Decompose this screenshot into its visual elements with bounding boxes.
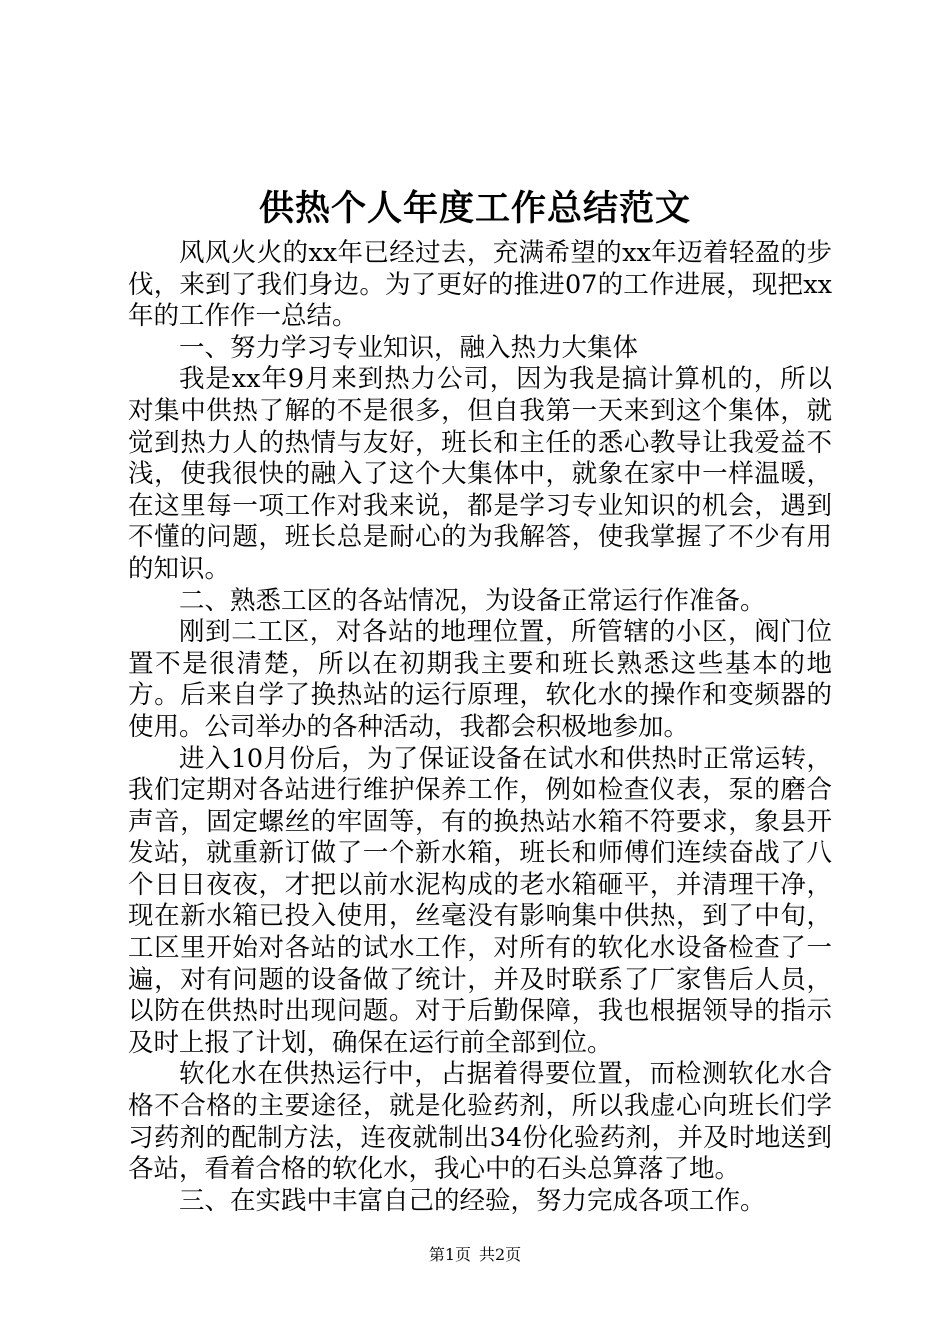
section-heading-3: 三、在实践中丰富自己的经验，努力完成各项工作。	[179, 1185, 766, 1216]
page-number-total: 共2页	[479, 1245, 522, 1264]
page-number-current: 第1页	[428, 1245, 471, 1264]
paragraph-section-2a: 刚到二工区，对各站的地理位置，所管辖的小区，阀门位置不是很清楚，所以在初期我主要和班长熟悉这些基本的地方。后来自学了换热站的运行原理，软化水的操作和变频器的使用。公司举办的各种活动，我都会积极地参加。	[128, 617, 832, 742]
section-heading-1: 一、努力学习专业知识，融入热力大集体	[179, 332, 639, 363]
document-body	[128, 238, 832, 1217]
paragraph-section-2c: 软化水在供热运行中，占据着得要位置，而检测软化水合格不合格的主要途径，就是化验药剂，所以我虚心向班长们学习药剂的配制方法，连夜就制出34份化验药剂，并及时地送到各站，看着合格的软化水，我心中的石头总算落了地。	[128, 1059, 832, 1185]
document-title: 供热个人年度工作总结范文	[258, 188, 691, 229]
paragraph-intro: 风风火火的xx年已经过去，充满希望的xx年迈着轻盈的步伐，来到了我们身边。为了更好的推进07的工作进展，现把xx年的工作作一总结。	[128, 238, 832, 332]
section-heading-2: 二、熟悉工区的各站情况，为设备正常运行作准备。	[179, 585, 766, 616]
paragraph-section-1: 我是xx年9月来到热力公司，因为我是搞计算机的，所以对集中供热了解的不是很多，但自我第一天来到这个集体，就觉到热力人的热情与友好，班长和主任的悉心教导让我爱益不浅，使我很快的融入了这个大集体中，就象在家中一样温暖，在这里每一项工作对我来说，都是学习专业知识的机会，遇到不懂的问题，班长总是耐心的为我解答，使我掌握了不少有用的知识。	[128, 364, 832, 584]
paragraph-section-2b: 进入10月份后，为了保证设备在试水和供热时正常运转，我们定期对各站进行维护保养工作，例如检查仪表，泵的磨合声音，固定螺丝的牢固等，有的换热站水箱不符要求，象县开发站，就重新订做了一个新水箱，班长和师傅们连续奋战了八个日日夜夜，才把以前水泥构成的老水箱砸平，并清理干净，现在新水箱已投入使用，丝毫没有影响集中供热，到了中旬，工区里开始对各站的试水工作，对所有的软化水设备检查了一遍，对有问题的设备做了统计，并及时联系了厂家售后人员，以防在供热时出现问题。对于后勤保障，我也根据领导的指示及时上报了计划，确保在运行前全部到位。	[128, 743, 832, 1058]
page-footer	[0, 1245, 950, 1265]
